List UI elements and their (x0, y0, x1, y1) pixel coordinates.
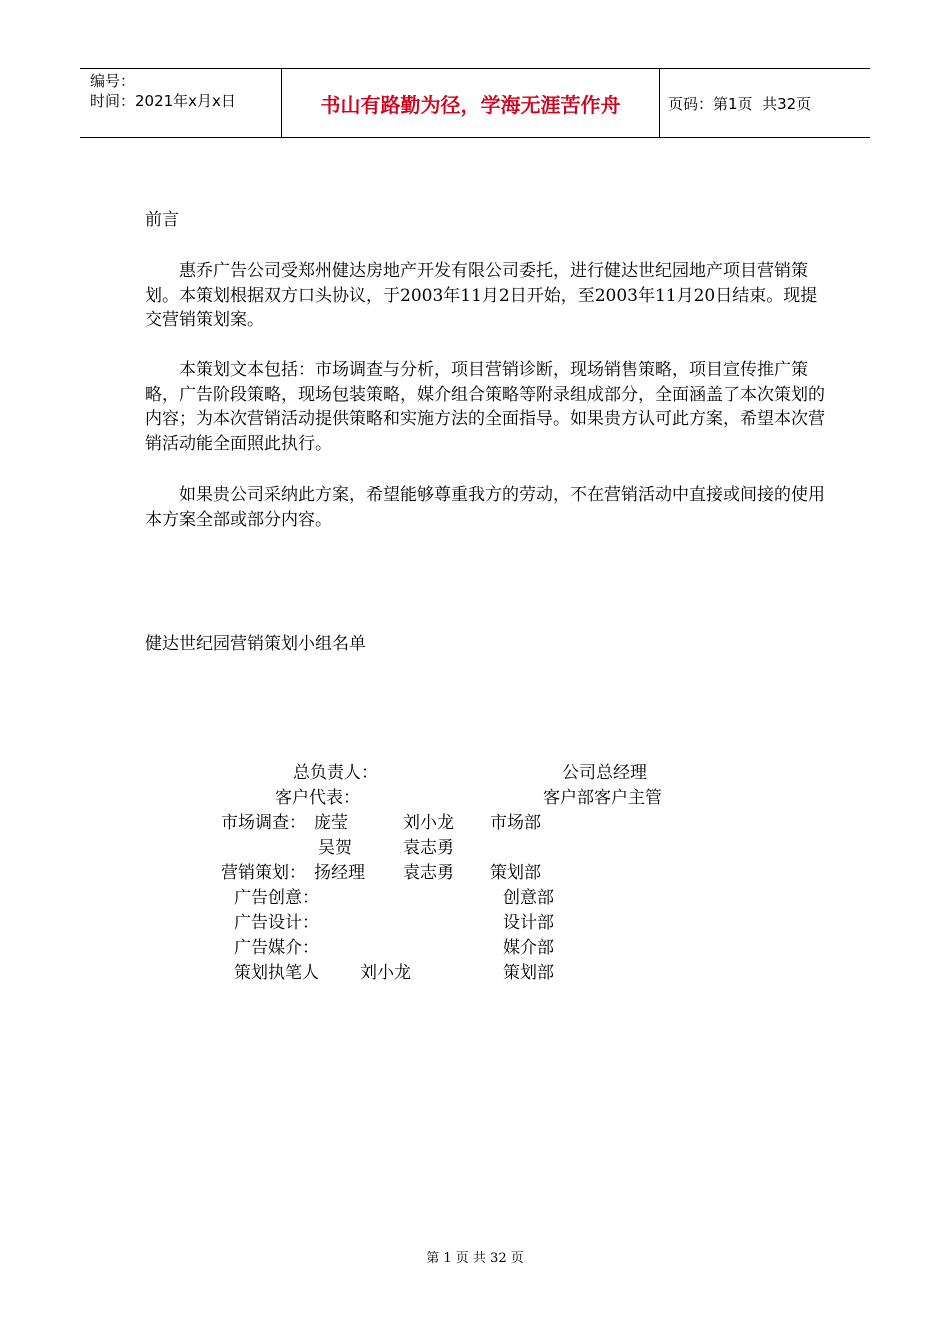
header-motto: 书山有路勤为径，学海无涯苦作舟 (282, 69, 660, 137)
roster-dept: 市场部 (490, 813, 541, 833)
roster-name: 扬经理 (314, 863, 365, 883)
roster-name: 吴贺 (318, 838, 352, 858)
roster-dept: 创意部 (503, 888, 554, 908)
roster-role: 广告媒介： (234, 938, 319, 958)
page-header (80, 68, 870, 138)
roster-dept: 媒介部 (503, 938, 554, 958)
roster-role: 广告创意： (234, 888, 319, 908)
roster-name: 庞莹 (314, 813, 348, 833)
roster-dept: 策划部 (490, 863, 541, 883)
paragraph-intro: 惠乔广告公司受郑州健达房地产开发有限公司委托，进行健达世纪园地产项目营销策划。本策划根据双方口头协议，于2003年11月2日开始，至2003年11月20日结束。现提交营销策划案。 (145, 261, 818, 330)
roster-role: 策划执笔人 (234, 963, 319, 983)
roster-role: 客户代表： (275, 788, 360, 808)
roster-role: 营销策划： (221, 863, 306, 883)
header-meta (80, 69, 282, 137)
roster-name: 刘小龙 (360, 963, 411, 983)
paragraph-contents: 本策划文本包括：市场调查与分析，项目营销诊断，现场销售策略，项目宣传推广策略，广告阶段策略，现场包装策略，媒介组合策略等附录组成部分，全面涵盖了本次策划的内容；为本次营销活动提供策略和实施方法的全面指导。如果贵方认可此方案，希望本次营销活动能全面照此执行。 (145, 360, 825, 454)
roster-dept: 客户部客户主管 (543, 788, 662, 808)
paragraph-copyright: 如果贵公司采纳此方案，希望能够尊重我方的劳动，不在营销活动中直接或间接的使用本方案全部或部分内容。 (145, 485, 825, 530)
roster-name: 袁志勇 (403, 838, 454, 858)
document-date-label: 时间：2021年x月x日 (90, 92, 236, 110)
roster-dept: 公司总经理 (562, 763, 647, 783)
roster-dept: 策划部 (503, 963, 554, 983)
page-title: 前言 (145, 210, 179, 230)
roster-role: 市场调查： (221, 813, 306, 833)
roster-name: 袁志勇 (403, 863, 454, 883)
header-page-info (660, 69, 870, 137)
roster-role: 总负责人： (293, 763, 378, 783)
roster-role: 广告设计： (234, 913, 319, 933)
roster-dept: 设计部 (503, 913, 554, 933)
roster-name: 刘小龙 (403, 813, 454, 833)
page-footer: 第 1 页 共 32 页 (426, 1251, 524, 1266)
page-info-text: 页码：第1页 共32页 (668, 94, 812, 113)
document-number-label: 编号： (90, 72, 136, 90)
team-title: 健达世纪园营销策划小组名单 (145, 634, 366, 654)
